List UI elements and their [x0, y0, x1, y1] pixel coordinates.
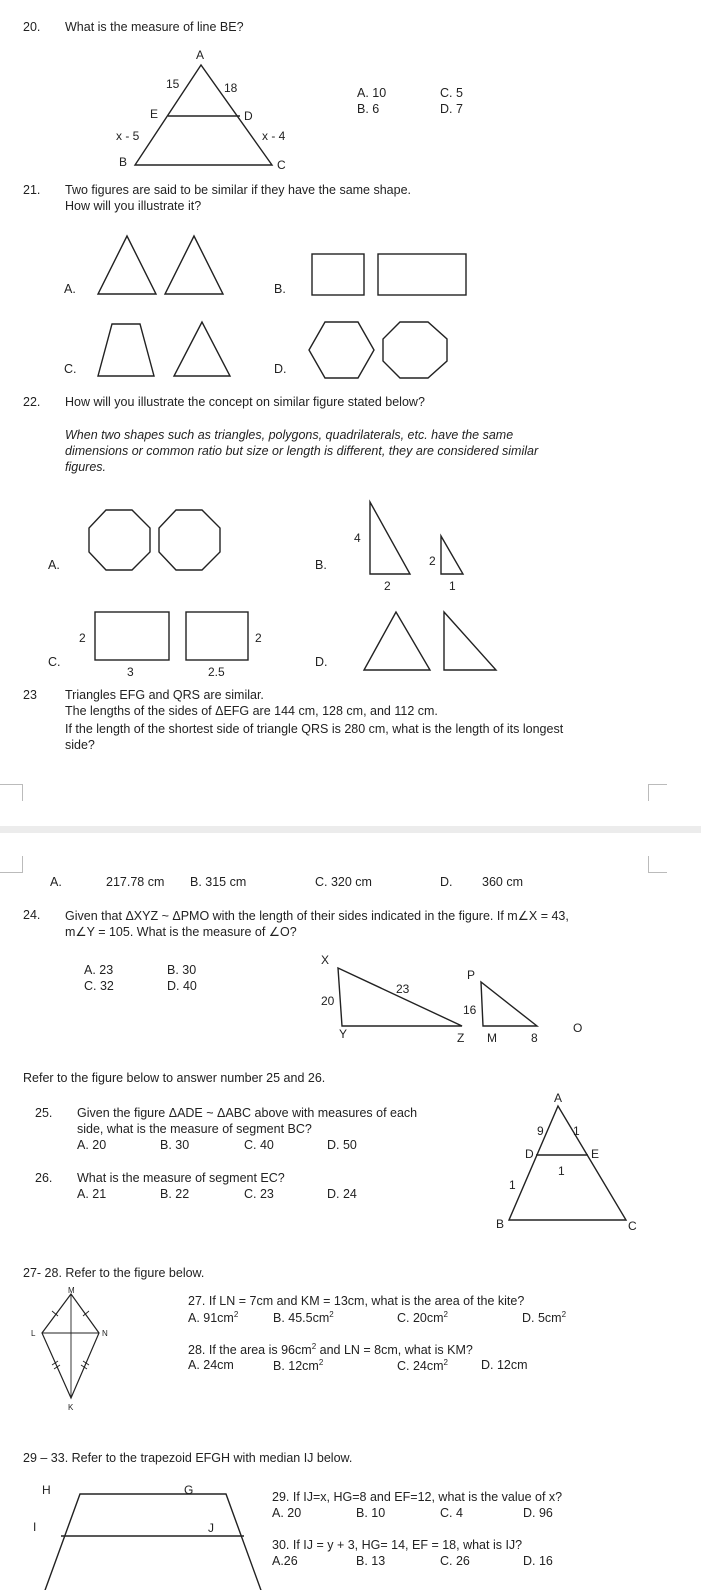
svg-text:20: 20 [321, 994, 335, 1008]
q24-line1: Given that ΔXYZ ~ ΔPMO with the length of their sides indicated in the figure. If m∠X = 43, [65, 909, 569, 923]
q22-option-c-rectangles [74, 608, 270, 680]
svg-text:I: I [33, 1520, 37, 1534]
q24-triangles-figure [315, 950, 595, 1046]
svg-text:2: 2 [79, 631, 86, 645]
svg-text:J: J [208, 1521, 214, 1535]
svg-text:x - 4: x - 4 [262, 129, 286, 143]
q27-question: 27. If LN = 7cm and KM = 13cm, what is the area of the kite? [188, 1294, 525, 1308]
q30-question: 30. If IJ = y + 3, HG= 14, EF = 18, what is IJ? [272, 1538, 523, 1552]
svg-text:M: M [487, 1031, 497, 1045]
q20-triangle-figure [100, 40, 300, 175]
q28-choice-c[interactable]: C. $24cm^2$ [397, 1358, 448, 1374]
svg-text:K: K [68, 1403, 74, 1412]
q27-choice-c[interactable]: C. $20cm^2$ [397, 1310, 448, 1326]
q26-choice-a[interactable]: A. 21 [77, 1187, 107, 1201]
q22-question: How will you illustrate the concept on similar figure stated below? [65, 395, 425, 409]
q21-option-b-rectangles [310, 252, 470, 298]
q21-option-c-trapezoid-triangle [96, 320, 236, 380]
q23-line2: The lengths of the sides of ΔEFG are 144 cm, 128 cm, and 112 cm. [65, 704, 438, 718]
q25-number: 25. [35, 1106, 53, 1120]
q24-choice-b[interactable]: B. 30 [167, 963, 197, 977]
q25-line2: side, what is the measure of segment BC? [77, 1122, 312, 1136]
svg-text:N: N [102, 1329, 108, 1338]
svg-text:16: 16 [463, 1003, 477, 1017]
svg-text:8: 8 [531, 1031, 538, 1045]
q30-choice-b[interactable]: B. 13 [356, 1554, 386, 1568]
svg-text:E: E [591, 1147, 600, 1161]
trapezoid-figure [30, 1480, 270, 1590]
q20-choice-a[interactable]: A. 10 [357, 86, 387, 100]
q21-question-line2: How will you illustrate it? [65, 199, 202, 213]
q26-choice-b[interactable]: B. 22 [160, 1187, 190, 1201]
q21-option-a-triangles [97, 232, 227, 298]
svg-text:G: G [184, 1483, 194, 1497]
page-corner-mark [648, 856, 667, 873]
svg-text:1: 1 [449, 579, 456, 593]
q21-option-b-label[interactable]: B. [274, 282, 286, 296]
q25-choice-d[interactable]: D. 50 [327, 1138, 357, 1152]
q22-quote-line2: dimensions or common ratio but size or length is different, they are considered similar [65, 444, 539, 458]
page-break-divider [0, 826, 701, 833]
svg-text:2: 2 [384, 579, 391, 593]
svg-text:1: 1 [558, 1164, 565, 1178]
q30-choice-d[interactable]: D. 16 [523, 1554, 553, 1568]
svg-text:D: D [244, 109, 253, 123]
q28-choice-a[interactable]: A. 24cm [188, 1358, 234, 1372]
svg-text:M: M [68, 1286, 75, 1295]
svg-text:4: 4 [354, 531, 361, 545]
q21-option-d-label[interactable]: D. [274, 362, 287, 376]
q29-choice-a[interactable]: A. 20 [272, 1506, 302, 1520]
q20-choice-d[interactable]: D. 7 [440, 102, 463, 116]
q21-number: 21. [23, 183, 41, 197]
page-corner-mark [0, 784, 23, 801]
q20-number: 20. [23, 20, 41, 34]
q26-question: What is the measure of segment EC? [77, 1171, 285, 1185]
svg-text:Z: Z [457, 1031, 465, 1045]
q26-number: 26. [35, 1171, 53, 1185]
svg-text:B: B [496, 1217, 505, 1231]
q20-choice-b[interactable]: B. 6 [357, 102, 380, 116]
q23-line1: Triangles EFG and QRS are similar. [65, 688, 264, 702]
q29-choice-b[interactable]: B. 10 [356, 1506, 386, 1520]
svg-text:2: 2 [255, 631, 262, 645]
q22-option-d-label[interactable]: D. [315, 655, 328, 669]
q20-choice-c[interactable]: C. 5 [440, 86, 463, 100]
svg-text:Y: Y [339, 1027, 348, 1041]
svg-text:x - 5: x - 5 [116, 129, 140, 143]
svg-text:23: 23 [396, 982, 410, 996]
q25-line1: Given the figure ΔADE ~ ΔABC above with measures of each [77, 1106, 418, 1120]
svg-text:D: D [525, 1147, 534, 1161]
q23-choice-d-value[interactable]: 360 cm [482, 875, 523, 889]
refer-29-33-instruction: 29 – 33. Refer to the trapezoid EFGH with median IJ below. [23, 1451, 353, 1465]
refer-25-26-instruction: Refer to the figure below to answer number 25 and 26. [23, 1071, 326, 1085]
q22-option-a-label[interactable]: A. [48, 558, 60, 572]
q25-choice-b[interactable]: B. 30 [160, 1138, 190, 1152]
q24-line2: m∠Y = 105. What is the measure of ∠O? [65, 925, 297, 939]
svg-text:9: 9 [537, 1124, 544, 1138]
q22-option-c-label[interactable]: C. [48, 655, 61, 669]
q23-line3: If the length of the shortest side of triangle QRS is 280 cm, what is the length of its longest [65, 722, 564, 736]
q23-choice-d-letter[interactable]: D. [440, 875, 453, 889]
q23-number: 23 [23, 688, 37, 702]
page-corner-mark [648, 784, 667, 801]
page-corner-mark [0, 856, 23, 873]
q28-question: 28. If the area is $96cm^2$ and LN = 8cm, what is KM? [188, 1342, 473, 1358]
q30-choice-a[interactable]: A.26 [272, 1554, 298, 1568]
q30-choice-c[interactable]: C. 26 [440, 1554, 470, 1568]
q24-choice-d[interactable]: D. 40 [167, 979, 197, 993]
svg-text:C: C [277, 158, 286, 172]
svg-text:C: C [628, 1219, 637, 1233]
kite-figure [28, 1288, 118, 1418]
q22-option-b-right-triangles [350, 498, 470, 594]
svg-text:X: X [321, 953, 330, 967]
svg-text:2: 2 [429, 554, 436, 568]
svg-text:18: 18 [224, 81, 238, 95]
q22-option-a-octagons [88, 508, 224, 572]
q24-number: 24. [23, 908, 41, 922]
q29-choice-c[interactable]: C. 4 [440, 1506, 463, 1520]
q22-quote-line1: When two shapes such as triangles, polygons, quadrilaterals, etc. have the same [65, 428, 514, 442]
svg-text:15: 15 [166, 77, 180, 91]
q21-option-c-label[interactable]: C. [64, 362, 77, 376]
q22-option-b-label[interactable]: B. [315, 558, 327, 572]
svg-text:A: A [196, 48, 205, 62]
svg-text:1: 1 [509, 1178, 516, 1192]
q23-choice-a-value[interactable]: 217.78 cm [106, 875, 165, 889]
q23-choice-b[interactable]: B. 315 cm [190, 875, 247, 889]
refer-27-28-instruction: 27- 28. Refer to the figure below. [23, 1266, 205, 1280]
q21-option-d-hexagon-octagon [308, 320, 450, 382]
svg-text:1: 1 [573, 1124, 580, 1138]
svg-text:2.5: 2.5 [208, 665, 225, 679]
q27-choice-b[interactable]: B. $45.5cm^2$ [273, 1310, 334, 1326]
q29-choice-d[interactable]: D. 96 [523, 1506, 553, 1520]
q25-choice-a[interactable]: A. 20 [77, 1138, 107, 1152]
q29-question: 29. If IJ=x, HG=8 and EF=12, what is the value of x? [272, 1490, 563, 1504]
q22-number: 22. [23, 395, 41, 409]
q22-option-d-triangles [362, 608, 502, 674]
svg-text:E: E [150, 107, 159, 121]
q27-choice-d[interactable]: D. $5cm^2$ [522, 1310, 567, 1326]
q21-question-line1: Two figures are said to be similar if they have the same shape. [65, 183, 412, 197]
q20-question: What is the measure of line BE? [65, 20, 244, 34]
q23-line4: side? [65, 738, 95, 752]
svg-text:P: P [467, 968, 476, 982]
svg-text:L: L [31, 1329, 36, 1338]
q26-choice-c[interactable]: C. 23 [244, 1187, 274, 1201]
q23-choice-a-letter[interactable]: A. [50, 875, 62, 889]
svg-text:A: A [554, 1091, 563, 1105]
svg-text:H: H [42, 1483, 51, 1497]
svg-text:3: 3 [127, 665, 134, 679]
q22-quote-line3: figures. [65, 460, 106, 474]
q21-option-a-label[interactable]: A. [64, 282, 76, 296]
svg-text:B: B [119, 155, 128, 169]
q25-choice-c[interactable]: C. 40 [244, 1138, 274, 1152]
q26-choice-d[interactable]: D. 24 [327, 1187, 357, 1201]
q24-choice-c[interactable]: C. 32 [84, 979, 114, 993]
svg-text:O: O [573, 1021, 583, 1035]
q25-26-triangle-figure [492, 1092, 642, 1242]
q28-choice-d[interactable]: D. 12cm [481, 1358, 528, 1372]
q28-choice-b[interactable]: B. $12cm^2$ [273, 1358, 324, 1374]
q23-choice-c[interactable]: C. 320 cm [315, 875, 372, 889]
q24-choice-a[interactable]: A. 23 [84, 963, 114, 977]
q27-choice-a[interactable]: A. $91cm^2$ [188, 1310, 239, 1326]
